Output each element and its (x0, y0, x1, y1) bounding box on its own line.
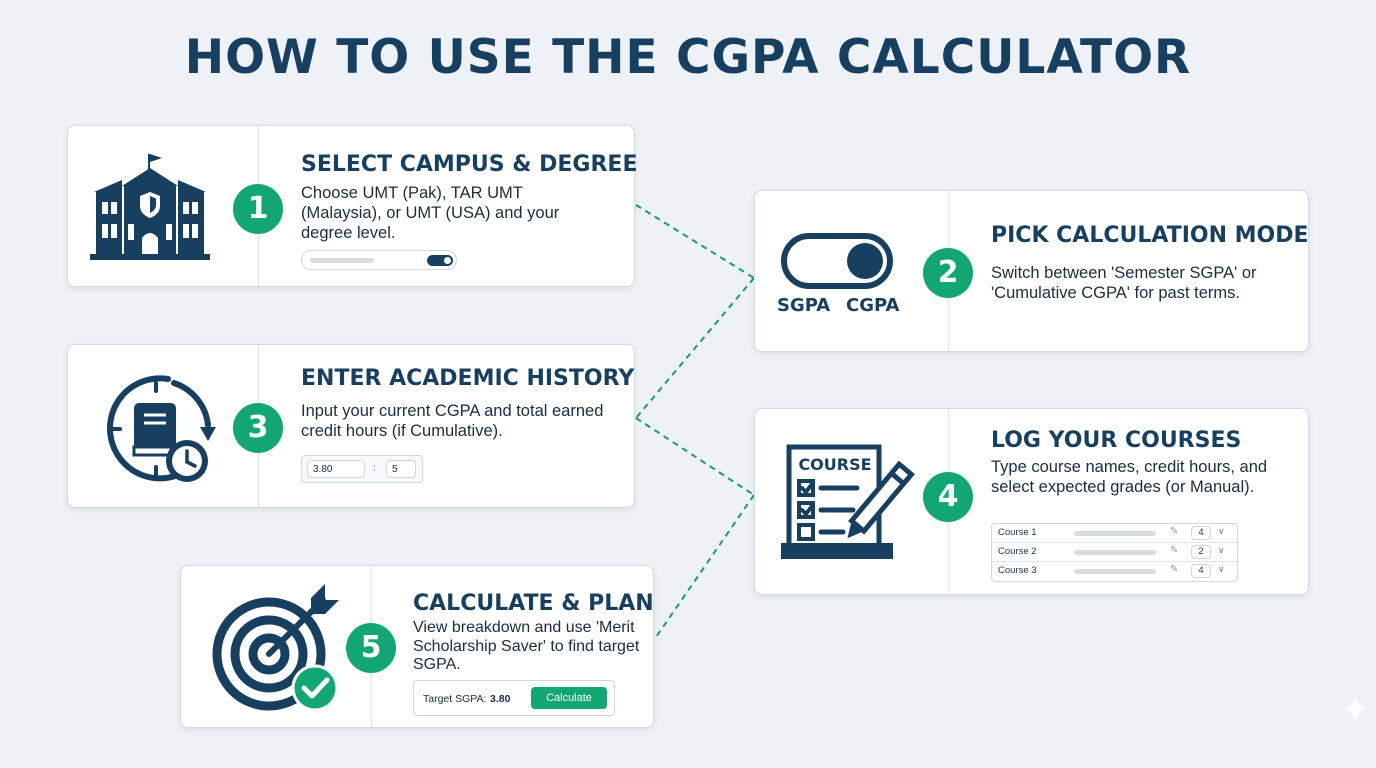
credit-hours-select[interactable]: 4 (1191, 526, 1211, 540)
chevron-down-icon[interactable]: ∨ (1218, 545, 1225, 555)
step-title-1: SELECT CAMPUS & DEGREE (301, 152, 638, 177)
step-text-3: Input your current CGPA and total earned credit hours (if Cumulative). (301, 402, 604, 440)
degree-select-mock[interactable] (301, 250, 457, 270)
degree-toggle-knob (444, 257, 451, 264)
edit-pencil-icon[interactable]: ✎ (1170, 564, 1179, 575)
step-text-4: Type course names, credit hours, and select expected grades (or Manual). (991, 458, 1268, 496)
edit-pencil-icon[interactable]: ✎ (1170, 526, 1179, 537)
step-card-1 (67, 125, 638, 287)
chevron-down-icon[interactable]: ∨ (1218, 564, 1225, 574)
step-number-3: 3 (233, 403, 283, 453)
credit-hours-input[interactable]: 5 (386, 460, 416, 478)
step-number-2: 2 (923, 248, 973, 298)
chevron-down-icon[interactable]: ∨ (1218, 526, 1225, 536)
course-name: Course 2 (998, 546, 1037, 557)
course-checklist-pencil-icon (777, 443, 917, 563)
step-card-3 (67, 344, 635, 508)
step-card-5 (180, 565, 654, 728)
calculate-button[interactable]: Calculate (531, 687, 607, 709)
course-row[interactable] (992, 524, 1237, 543)
target-sgpa-label: Target SGPA: (423, 693, 487, 705)
degree-select-bar (310, 258, 374, 263)
connector-1-2 (636, 205, 754, 278)
step-card-2 (754, 190, 1309, 352)
course-row[interactable] (992, 543, 1237, 562)
page-title: HOW TO USE THE CGPA CALCULATOR (184, 30, 1192, 85)
step-text-2: Switch between 'Semester SGPA' or 'Cumulative CGPA' for past terms. (991, 264, 1257, 302)
course-name-field[interactable] (1074, 569, 1156, 574)
step-text-1: Choose UMT (Pak), TAR UMT (Malaysia), or UMT (USA) and your degree level. (301, 184, 560, 242)
step-5-icon-area (181, 566, 372, 727)
course-name: Course 3 (998, 565, 1037, 576)
step-4-icon-area (755, 409, 949, 594)
target-sgpa-value: 3.80 (490, 693, 511, 705)
target-arrow-check-icon (211, 582, 341, 712)
course-name-field[interactable] (1074, 550, 1156, 555)
step-number-4: 4 (923, 472, 973, 522)
step-number-1: 1 (233, 184, 283, 234)
edit-pencil-icon[interactable]: ✎ (1170, 545, 1179, 556)
connector-4-5 (654, 495, 754, 640)
toggle-label-cgpa: CGPA (846, 295, 900, 316)
step-card-4 (754, 408, 1309, 595)
step-title-5: CALCULATE & PLAN (413, 591, 654, 616)
toggle-knob (847, 243, 883, 279)
book-history-clock-icon (98, 371, 218, 486)
target-sgpa-panel (413, 680, 615, 716)
step-1-icon-area (68, 126, 259, 286)
step-3-icon-area (68, 345, 259, 507)
toggle-label-sgpa: SGPA (777, 295, 831, 316)
course-name: Course 1 (998, 527, 1037, 538)
course-icon-label: COURSE (798, 455, 872, 474)
course-row[interactable] (992, 562, 1237, 581)
credit-hours-select[interactable]: 4 (1191, 564, 1211, 578)
input-separator: : (373, 463, 376, 474)
connector-2-3 (636, 278, 754, 418)
step-title-2: PICK CALCULATION MODE (991, 223, 1309, 248)
current-cgpa-input[interactable]: 3.80 (307, 460, 365, 478)
step-title-3: ENTER ACADEMIC HISTORY (301, 366, 635, 391)
university-building-icon (90, 150, 210, 260)
sparkle-icon (1340, 694, 1370, 724)
credit-hours-select[interactable]: 2 (1191, 545, 1211, 559)
course-name-field[interactable] (1074, 531, 1156, 536)
step-title-4: LOG YOUR COURSES (991, 428, 1242, 453)
step-number-5: 5 (346, 623, 396, 673)
course-table (991, 523, 1238, 582)
step-text-5: View breakdown and use 'Merit Scholarship Saver' to find target SGPA. (413, 619, 640, 673)
step-2-icon-area (755, 191, 949, 351)
connector-3-4 (636, 418, 754, 495)
history-inputs (301, 455, 423, 483)
toggle-switch-icon (781, 233, 893, 289)
degree-toggle[interactable] (427, 255, 453, 266)
